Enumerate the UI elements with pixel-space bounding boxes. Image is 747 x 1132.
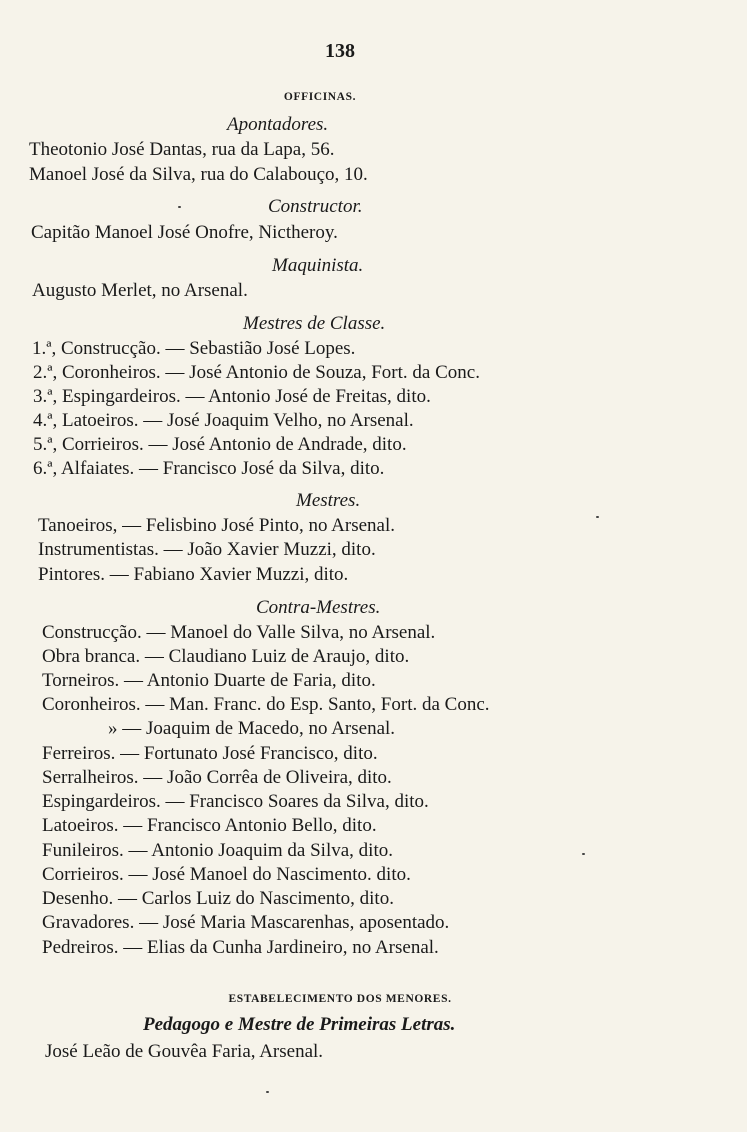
entry-mestre-classe-5: 5.ª, Corrieiros. — José Antonio de Andrade, dito. bbox=[33, 434, 407, 455]
entry-contra-mestre-11: Corrieiros. — José Manoel do Nascimento. dito. bbox=[42, 864, 411, 885]
entry-contra-mestre-6: Ferreiros. — Fortunato José Francisco, dito. bbox=[42, 743, 378, 764]
page-number: 138 bbox=[325, 40, 355, 62]
entry-contra-mestre-8: Espingardeiros. — Francisco Soares da Silva, dito. bbox=[42, 791, 429, 812]
entry-contra-mestre-7: Serralheiros. — João Corrêa de Oliveira, dito. bbox=[42, 767, 392, 788]
entry-contra-mestre-14: Pedreiros. — Elias da Cunha Jardineiro, no Arsenal. bbox=[42, 937, 439, 958]
entry-constructor-1: Capitão Manoel José Onofre, Nictheroy. bbox=[31, 222, 338, 243]
entry-mestre-2: Instrumentistas. — João Xavier Muzzi, dito. bbox=[38, 539, 376, 560]
heading-pedagogo: Pedagogo e Mestre de Primeiras Letras. bbox=[143, 1014, 456, 1035]
entry-contra-mestre-13: Gravadores. — José Maria Mascarenhas, aposentado. bbox=[42, 912, 450, 933]
entry-contra-mestre-4: Coronheiros. — Man. Franc. do Esp. Santo, Fort. da Conc. bbox=[42, 694, 490, 715]
entry-mestre-classe-3: 3.ª, Espingardeiros. — Antonio José de Freitas, dito. bbox=[33, 386, 431, 407]
entry-mestre-3: Pintores. — Fabiano Xavier Muzzi, dito. bbox=[38, 564, 349, 585]
entry-contra-mestre-2: Obra branca. — Claudiano Luiz de Araujo, dito. bbox=[42, 646, 410, 667]
entry-mestre-classe-2: 2.ª, Coronheiros. — José Antonio de Souza, Fort. da Conc. bbox=[33, 362, 480, 383]
section-heading-menores: ESTABELECIMENTO DOS MENORES. bbox=[228, 993, 452, 1005]
entry-mestre-classe-1: 1.ª, Construcção. — Sebastião José Lopes. bbox=[32, 338, 356, 359]
entry-apontador-1: Theotonio José Dantas, rua da Lapa, 56. bbox=[29, 139, 335, 160]
scan-speck bbox=[582, 853, 585, 855]
entry-contra-mestre-10: Funileiros. — Antonio Joaquim da Silva, dito. bbox=[42, 840, 393, 861]
entry-contra-mestre-3: Torneiros. — Antonio Duarte de Faria, dito. bbox=[42, 670, 376, 691]
heading-maquinista: Maquinista. bbox=[272, 255, 364, 276]
heading-mestres-de-classe: Mestres de Classe. bbox=[243, 313, 386, 334]
entry-mestre-1: Tanoeiros, — Felisbino José Pinto, no Arsenal. bbox=[38, 515, 396, 536]
entry-pedagogo-1: José Leão de Gouvêa Faria, Arsenal. bbox=[45, 1041, 324, 1062]
entry-mestre-classe-6: 6.ª, Alfaiates. — Francisco José da Silva, dito. bbox=[33, 458, 385, 479]
scan-speck bbox=[178, 206, 181, 208]
entry-mestre-classe-4: 4.ª, Latoeiros. — José Joaquim Velho, no Arsenal. bbox=[33, 410, 414, 431]
heading-mestres: Mestres. bbox=[296, 490, 361, 511]
entry-contra-mestre-12: Desenho. — Carlos Luiz do Nascimento, dito. bbox=[42, 888, 394, 909]
scan-speck bbox=[596, 516, 599, 518]
entry-apontador-2: Manoel José da Silva, rua do Calabouço, 10. bbox=[29, 164, 368, 185]
scan-speck bbox=[266, 1091, 269, 1093]
entry-contra-mestre-5: » — Joaquim de Macedo, no Arsenal. bbox=[108, 718, 396, 739]
heading-contra-mestres: Contra-Mestres. bbox=[256, 597, 381, 618]
section-heading-officinas: OFFICINAS. bbox=[283, 91, 357, 103]
entry-contra-mestre-1: Construcção. — Manoel do Valle Silva, no Arsenal. bbox=[42, 622, 436, 643]
heading-constructor: Constructor. bbox=[268, 196, 363, 217]
entry-maquinista-1: Augusto Merlet, no Arsenal. bbox=[32, 280, 248, 301]
heading-apontadores: Apontadores. bbox=[227, 114, 329, 135]
entry-contra-mestre-9: Latoeiros. — Francisco Antonio Bello, dito. bbox=[42, 815, 377, 836]
